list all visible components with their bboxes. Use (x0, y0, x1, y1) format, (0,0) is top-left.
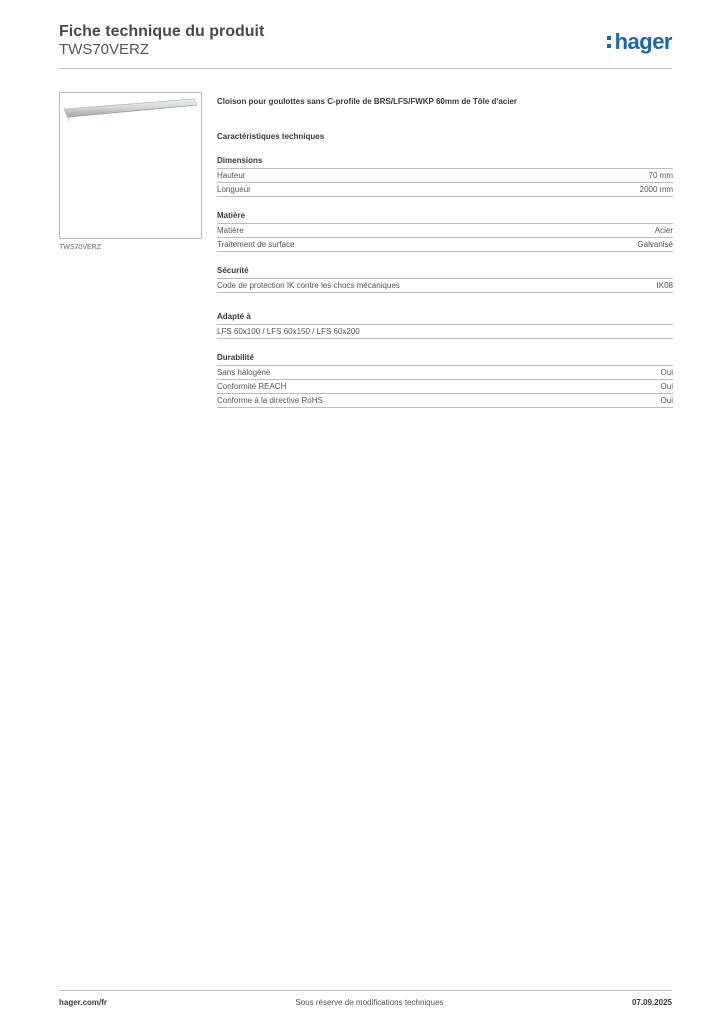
product-details (217, 96, 673, 408)
logo-text: hager (614, 29, 672, 54)
group-safety (217, 265, 673, 293)
spec-row (217, 325, 673, 339)
page-footer (59, 998, 672, 1007)
spec-label: Traitement de surface (217, 240, 295, 249)
page-title: Fiche technique du produit (59, 23, 265, 40)
footer-notice: Sous réserve de modifications techniques (295, 998, 444, 1007)
group-title: Durabilité (217, 352, 673, 366)
footer-date: 07.09.2025 (631, 998, 672, 1007)
spec-label: Code de protection IK contre les chocs mécaniques (217, 281, 400, 290)
product-reference: TWS70VERZ (59, 41, 150, 58)
group-material (217, 210, 673, 252)
footer-divider (59, 990, 672, 991)
group-title: Dimensions (217, 155, 673, 169)
group-dimensions (217, 155, 673, 197)
group-title: Sécurité (217, 265, 673, 279)
spec-label: Sans halogène (217, 368, 271, 377)
spec-value: 70 mm (648, 171, 673, 180)
specs-heading: Caractéristiques techniques (217, 132, 325, 141)
header-divider (59, 68, 672, 69)
product-description: Cloison pour goulottes sans C-profile de BRS/LFS/FWKP 60mm de Tôle d'acier (217, 97, 518, 106)
spec-value: Acier (654, 226, 673, 235)
spec-row (217, 366, 673, 380)
profile-rail-icon (60, 93, 201, 238)
spec-row (217, 183, 673, 197)
group-title: Matière (217, 210, 673, 224)
spec-label: Matière (217, 226, 244, 235)
spec-value: Oui (660, 382, 673, 391)
spec-row (217, 380, 673, 394)
spec-label: Hauteur (217, 171, 246, 180)
spec-label: LFS 60x100 / LFS 60x150 / LFS 60x200 (217, 327, 360, 336)
spec-row (217, 169, 673, 183)
group-compatible (217, 311, 673, 339)
spec-row (217, 238, 673, 252)
spec-value: 2000 mm (639, 185, 673, 194)
spec-row (217, 394, 673, 408)
spec-value: Galvanisé (637, 240, 673, 249)
product-image (59, 92, 202, 239)
group-title: Adapté à (217, 311, 673, 325)
logo-colon-icon (607, 36, 613, 48)
spec-row (217, 224, 673, 238)
product-image-caption: TWS70VERZ (59, 244, 102, 251)
spec-value: Oui (660, 368, 673, 377)
spec-value: IK08 (656, 281, 673, 290)
group-sustainability (217, 352, 673, 408)
hager-logo (607, 28, 672, 56)
footer-website[interactable]: hager.com/fr (59, 998, 108, 1007)
spec-row (217, 279, 673, 293)
spec-value: Oui (660, 396, 673, 405)
spec-label: Conformité REACH (217, 382, 287, 391)
page-header (59, 20, 672, 70)
spec-label: Longueur (217, 185, 251, 194)
spec-label: Conforme à la directive RoHS (217, 396, 323, 405)
